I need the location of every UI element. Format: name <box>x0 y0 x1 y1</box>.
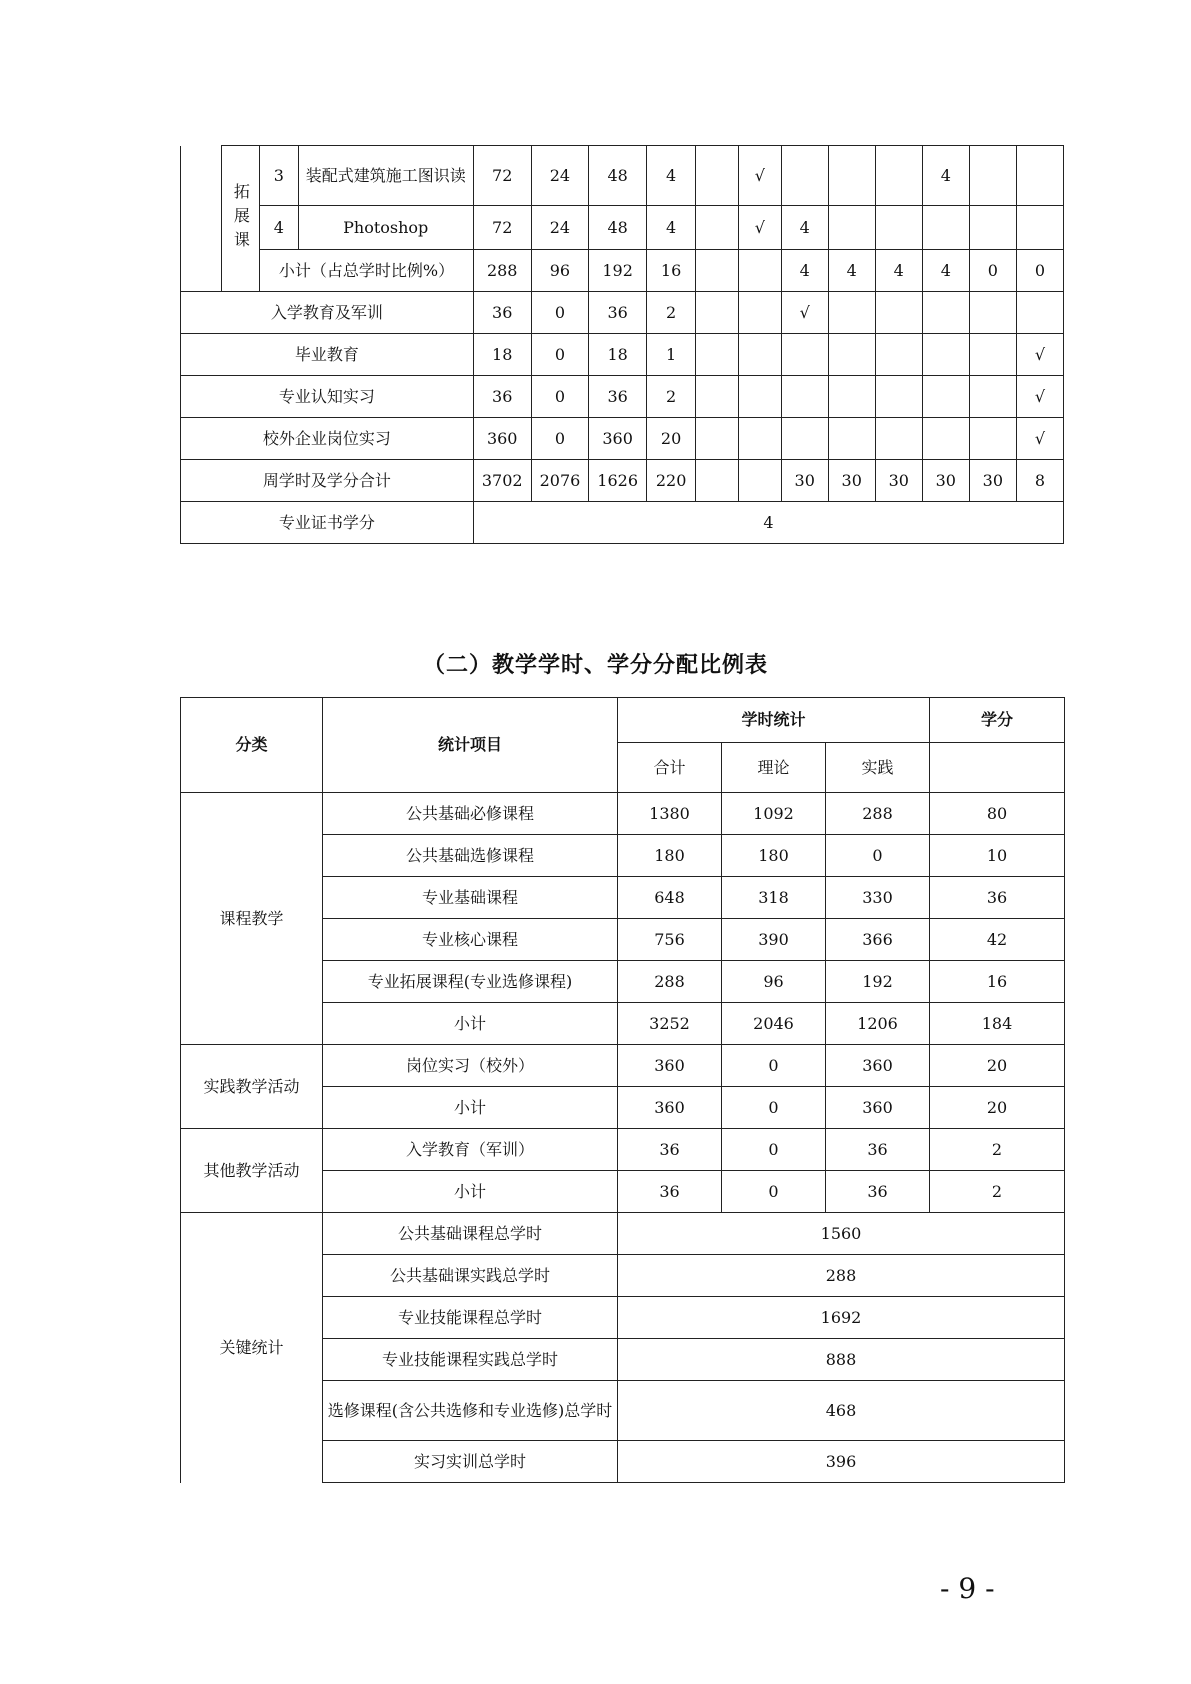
summary-cell: 30 <box>828 460 875 502</box>
stat-row <box>181 1129 1065 1171</box>
key-value-cell: 1560 <box>618 1213 1065 1255</box>
summary-cell <box>828 376 875 418</box>
course-cell <box>875 206 922 250</box>
course-no: 4 <box>260 206 298 250</box>
summary-cell <box>738 376 781 418</box>
item-cell: 公共基础选修课程 <box>323 835 618 877</box>
credits-cell: 20 <box>930 1045 1065 1087</box>
subtotal-cell: 0 <box>1016 250 1063 292</box>
theory-cell: 1092 <box>722 793 826 835</box>
theory-cell: 390 <box>722 919 826 961</box>
summary-cell: 36 <box>473 292 531 334</box>
summary-row <box>181 460 1064 502</box>
theory-cell: 180 <box>722 835 826 877</box>
key-item-cell: 选修课程(含公共选修和专业选修)总学时 <box>323 1381 618 1441</box>
summary-cell <box>875 418 922 460</box>
summary-cell: 1626 <box>589 460 647 502</box>
theory-cell: 0 <box>722 1087 826 1129</box>
cert-value: 4 <box>473 502 1063 544</box>
total-cell: 1380 <box>618 793 722 835</box>
subtotal-cell <box>696 250 739 292</box>
subtotal-cell: 4 <box>828 250 875 292</box>
course-cell <box>828 146 875 206</box>
total-cell: 648 <box>618 877 722 919</box>
item-cell: 专业基础课程 <box>323 877 618 919</box>
summary-cell <box>1016 292 1063 334</box>
subtotal-cell <box>738 250 781 292</box>
item-cell: 公共基础必修课程 <box>323 793 618 835</box>
course-cell <box>1016 206 1063 250</box>
summary-cell <box>781 334 828 376</box>
category-cell: 关键统计 <box>181 1213 323 1483</box>
summary-cell: √ <box>1016 334 1063 376</box>
cert-label: 专业证书学分 <box>181 502 474 544</box>
summary-cell <box>969 334 1016 376</box>
course-cell: 48 <box>589 206 647 250</box>
summary-row <box>181 334 1064 376</box>
subtotal-cell: 192 <box>589 250 647 292</box>
key-item-cell: 实习实训总学时 <box>323 1441 618 1483</box>
credits-cell: 10 <box>930 835 1065 877</box>
category-cell: 课程教学 <box>181 793 323 1045</box>
key-value-cell: 468 <box>618 1381 1065 1441</box>
credits-cell: 36 <box>930 877 1065 919</box>
summary-cell: 220 <box>647 460 696 502</box>
header-category: 分类 <box>181 698 323 793</box>
subtotal-cell: 4 <box>781 250 828 292</box>
summary-cell <box>922 418 969 460</box>
practice-cell: 36 <box>826 1171 930 1213</box>
total-cell: 756 <box>618 919 722 961</box>
total-cell: 360 <box>618 1087 722 1129</box>
item-cell: 小计 <box>323 1171 618 1213</box>
key-value-cell: 288 <box>618 1255 1065 1297</box>
stat-row <box>181 793 1065 835</box>
key-stat-row <box>181 1213 1065 1255</box>
course-cell: 4 <box>647 146 696 206</box>
summary-cell: 2 <box>647 376 696 418</box>
key-value-cell: 1692 <box>618 1297 1065 1339</box>
course-cell <box>696 146 739 206</box>
course-cell: 24 <box>531 206 589 250</box>
header-item: 统计项目 <box>323 698 618 793</box>
course-cell: 4 <box>647 206 696 250</box>
subtotal-row <box>181 250 1064 292</box>
total-cell: 288 <box>618 961 722 1003</box>
total-cell: 180 <box>618 835 722 877</box>
summary-cell: 2 <box>647 292 696 334</box>
summary-cell: 8 <box>1016 460 1063 502</box>
total-cell: 3252 <box>618 1003 722 1045</box>
practice-cell: 330 <box>826 877 930 919</box>
course-name: Photoshop <box>298 206 473 250</box>
item-cell: 岗位实习（校外） <box>323 1045 618 1087</box>
item-cell: 专业拓展课程(专业选修课程) <box>323 961 618 1003</box>
practice-cell: 36 <box>826 1129 930 1171</box>
summary-cell: 18 <box>473 334 531 376</box>
subtotal-cell: 16 <box>647 250 696 292</box>
credits-cell: 184 <box>930 1003 1065 1045</box>
course-cell <box>828 206 875 250</box>
summary-cell <box>875 292 922 334</box>
item-cell: 小计 <box>323 1003 618 1045</box>
summary-cell: 30 <box>875 460 922 502</box>
summary-cell: √ <box>1016 418 1063 460</box>
course-cell: 72 <box>473 146 531 206</box>
header-practice: 实践 <box>826 743 930 793</box>
summary-cell <box>696 334 739 376</box>
summary-cell <box>781 418 828 460</box>
key-item-cell: 专业技能课程总学时 <box>323 1297 618 1339</box>
category-cell: 实践教学活动 <box>181 1045 323 1129</box>
credits-cell: 2 <box>930 1171 1065 1213</box>
practice-cell: 360 <box>826 1045 930 1087</box>
total-cell: 360 <box>618 1045 722 1087</box>
subtotal-cell: 288 <box>473 250 531 292</box>
key-value-cell: 888 <box>618 1339 1065 1381</box>
parent-group-cell <box>181 146 222 292</box>
summary-cell: 30 <box>969 460 1016 502</box>
summary-cell <box>969 292 1016 334</box>
practice-cell: 288 <box>826 793 930 835</box>
summary-cell: 1 <box>647 334 696 376</box>
header-credits: 学分 <box>930 698 1065 743</box>
summary-cell: 36 <box>473 376 531 418</box>
summary-label: 毕业教育 <box>181 334 474 376</box>
summary-cell <box>828 418 875 460</box>
header-credits-blank <box>930 743 1065 793</box>
summary-cell <box>828 334 875 376</box>
course-cell: √ <box>738 206 781 250</box>
summary-cell: 30 <box>781 460 828 502</box>
summary-cell <box>738 334 781 376</box>
header-hours: 学时统计 <box>618 698 930 743</box>
credits-cell: 16 <box>930 961 1065 1003</box>
credits-cell: 2 <box>930 1129 1065 1171</box>
cert-row <box>181 502 1064 544</box>
summary-cell: 18 <box>589 334 647 376</box>
summary-cell: 3702 <box>473 460 531 502</box>
item-cell: 入学教育（军训） <box>323 1129 618 1171</box>
subtotal-cell: 4 <box>922 250 969 292</box>
stat-row <box>181 1045 1065 1087</box>
key-item-cell: 公共基础课程总学时 <box>323 1213 618 1255</box>
course-cell: 4 <box>781 206 828 250</box>
section-title: （二）教学学时、学分分配比例表 <box>422 653 768 678</box>
practice-cell: 360 <box>826 1087 930 1129</box>
credits-cell: 20 <box>930 1087 1065 1129</box>
summary-cell: √ <box>1016 376 1063 418</box>
subtotal-cell: 4 <box>875 250 922 292</box>
course-cell: 72 <box>473 206 531 250</box>
summary-cell <box>781 376 828 418</box>
course-cell <box>969 206 1016 250</box>
summary-cell: 360 <box>589 418 647 460</box>
summary-cell <box>696 376 739 418</box>
course-cell <box>696 206 739 250</box>
summary-cell <box>738 418 781 460</box>
course-row <box>181 206 1064 250</box>
theory-cell: 0 <box>722 1129 826 1171</box>
theory-cell: 0 <box>722 1171 826 1213</box>
summary-row <box>181 292 1064 334</box>
course-cell: √ <box>738 146 781 206</box>
summary-cell <box>738 292 781 334</box>
subtotal-label: 小计（占总学时比例%） <box>260 250 474 292</box>
summary-label: 校外企业岗位实习 <box>181 418 474 460</box>
header-theory: 理论 <box>722 743 826 793</box>
summary-label: 专业认知实习 <box>181 376 474 418</box>
course-no: 3 <box>260 146 298 206</box>
summary-row <box>181 418 1064 460</box>
course-cell <box>875 146 922 206</box>
group-label: 拓展课 <box>221 146 259 292</box>
theory-cell: 318 <box>722 877 826 919</box>
course-cell <box>781 146 828 206</box>
summary-cell <box>738 460 781 502</box>
summary-cell: 0 <box>531 376 589 418</box>
summary-cell <box>828 292 875 334</box>
key-item-cell: 公共基础课实践总学时 <box>323 1255 618 1297</box>
course-cell <box>1016 146 1063 206</box>
summary-cell <box>696 418 739 460</box>
credits-cell: 80 <box>930 793 1065 835</box>
hours-credits-table <box>180 697 1065 1483</box>
summary-cell: √ <box>781 292 828 334</box>
summary-cell <box>969 418 1016 460</box>
summary-row <box>181 376 1064 418</box>
summary-cell: 36 <box>589 292 647 334</box>
subtotal-cell: 0 <box>969 250 1016 292</box>
practice-cell: 192 <box>826 961 930 1003</box>
summary-cell: 0 <box>531 292 589 334</box>
theory-cell: 0 <box>722 1045 826 1087</box>
practice-cell: 0 <box>826 835 930 877</box>
course-cell <box>969 146 1016 206</box>
course-cell <box>922 206 969 250</box>
course-row <box>181 146 1064 206</box>
page-number: - 9 - <box>940 1572 995 1605</box>
summary-cell <box>922 376 969 418</box>
summary-cell <box>922 292 969 334</box>
summary-cell <box>969 376 1016 418</box>
summary-cell <box>875 376 922 418</box>
summary-cell: 36 <box>589 376 647 418</box>
practice-cell: 366 <box>826 919 930 961</box>
summary-cell <box>875 334 922 376</box>
practice-cell: 1206 <box>826 1003 930 1045</box>
summary-cell: 2076 <box>531 460 589 502</box>
item-cell: 专业核心课程 <box>323 919 618 961</box>
theory-cell: 2046 <box>722 1003 826 1045</box>
course-cell: 4 <box>922 146 969 206</box>
summary-cell: 360 <box>473 418 531 460</box>
category-cell: 其他教学活动 <box>181 1129 323 1213</box>
credits-cell: 42 <box>930 919 1065 961</box>
course-cell: 48 <box>589 146 647 206</box>
summary-cell <box>922 334 969 376</box>
summary-label: 周学时及学分合计 <box>181 460 474 502</box>
curriculum-table-continued <box>180 145 1064 544</box>
summary-cell: 20 <box>647 418 696 460</box>
course-cell: 24 <box>531 146 589 206</box>
summary-label: 入学教育及军训 <box>181 292 474 334</box>
item-cell: 小计 <box>323 1087 618 1129</box>
summary-cell <box>696 460 739 502</box>
summary-cell: 30 <box>922 460 969 502</box>
theory-cell: 96 <box>722 961 826 1003</box>
key-value-cell: 396 <box>618 1441 1065 1483</box>
summary-cell: 0 <box>531 418 589 460</box>
course-name: 装配式建筑施工图识读 <box>298 146 473 206</box>
subtotal-cell: 96 <box>531 250 589 292</box>
key-item-cell: 专业技能课程实践总学时 <box>323 1339 618 1381</box>
total-cell: 36 <box>618 1129 722 1171</box>
total-cell: 36 <box>618 1171 722 1213</box>
summary-cell: 0 <box>531 334 589 376</box>
header-total: 合计 <box>618 743 722 793</box>
summary-cell <box>696 292 739 334</box>
